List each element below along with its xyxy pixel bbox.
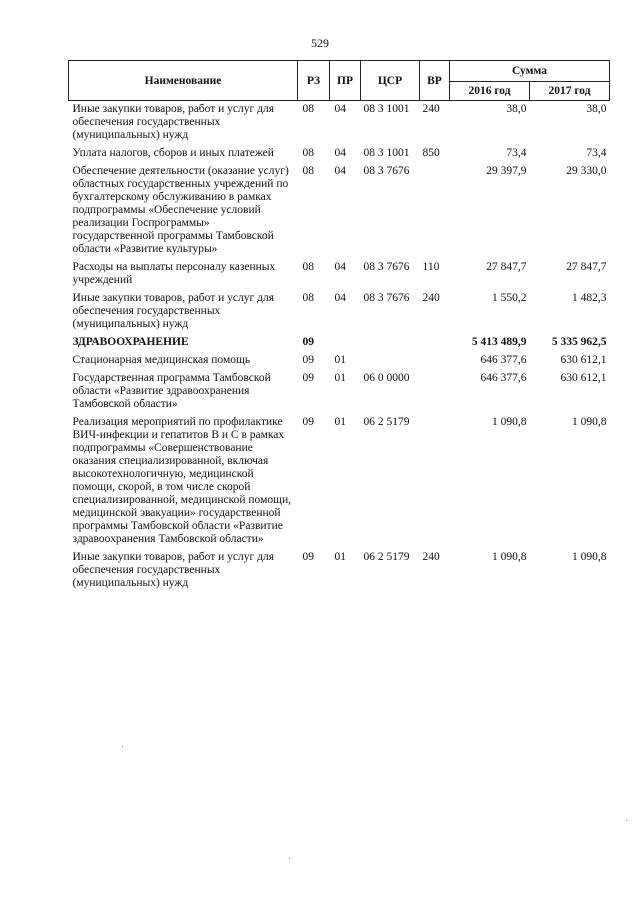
row-rz: 08: [302, 292, 314, 304]
row-name: Государственная программа Тамбовской области «Развитие здравоохранения Тамбовской области»: [72, 372, 271, 410]
row-vr: [420, 414, 450, 549]
row-rz: 08: [302, 261, 314, 273]
row-vr: [420, 163, 450, 259]
table-row: [69, 549, 610, 593]
row-sum-2017: 5 335 962,5: [551, 336, 607, 348]
page-number: 529: [311, 36, 329, 50]
header-pr: ПР: [330, 61, 361, 101]
row-sum-2017: 29 330,0: [566, 165, 607, 177]
table-row: [69, 370, 610, 414]
row-pr: 01: [334, 416, 346, 428]
row-sum-2016: 38,0: [506, 103, 527, 115]
row-csr: 06 2 5179: [363, 551, 410, 563]
row-sum-2016: 27 847,7: [486, 261, 527, 273]
row-rz: 08: [302, 103, 314, 115]
table-row: [69, 101, 610, 146]
row-sum-2016: 1 090,8: [492, 551, 527, 563]
row-csr: 08 3 7676: [363, 292, 410, 304]
row-sum-2016: 73,4: [506, 147, 527, 159]
row-name: ЗДРАВООХРАНЕНИЕ: [72, 336, 189, 348]
row-pr: 01: [334, 354, 346, 366]
budget-table: [68, 60, 610, 593]
row-rz: 09: [302, 354, 314, 366]
row-name: Обеспечение деятельности (оказание услуг) областных государственных учреждений по бухгалтерскому обслуживанию в рамках подпрограммы «Обеспечение условий реализации Госпрограммы» государственной программы Тамбовской области «Развитие культуры»: [72, 165, 289, 255]
row-csr: 08 3 7676: [363, 261, 410, 273]
header-sum: Сумма: [450, 61, 610, 82]
row-vr: [420, 352, 450, 370]
row-name: Иные закупки товаров, работ и услуг для обеспечения государственных (муниципальных) нужд: [72, 292, 274, 330]
row-rz: 08: [302, 165, 314, 177]
row-sum-2016: 646 377,6: [480, 372, 527, 384]
row-sum-2016: 1 090,8: [492, 416, 527, 428]
row-csr: [361, 334, 420, 352]
row-sum-2017: 38,0: [586, 103, 607, 115]
row-csr: 08 3 1001: [363, 147, 410, 159]
row-name: Иные закупки товаров, работ и услуг для обеспечения государственных (муниципальных) нужд: [72, 551, 274, 589]
row-pr: 01: [334, 372, 346, 384]
row-name: Уплата налогов, сборов и иных платежей: [72, 147, 274, 159]
table-row: [69, 352, 610, 370]
header-rz: РЗ: [298, 61, 330, 101]
row-pr: 04: [334, 165, 346, 177]
table-row: [69, 163, 610, 259]
table-row: [69, 414, 610, 549]
header-vr: ВР: [420, 61, 450, 101]
row-sum-2017: 27 847,7: [566, 261, 607, 273]
table-row: [69, 145, 610, 163]
row-pr: 04: [334, 147, 346, 159]
table-row: [69, 259, 610, 290]
header-name: Наименование: [69, 61, 298, 101]
row-name: Иные закупки товаров, работ и услуг для обеспечения государственных (муниципальных) нужд: [72, 103, 274, 141]
row-sum-2016: 1 550,2: [492, 292, 527, 304]
row-pr: 04: [334, 261, 346, 273]
row-csr: 08 3 1001: [363, 103, 410, 115]
row-rz: 08: [302, 147, 314, 159]
row-sum-2017: 630 612,1: [560, 354, 607, 366]
row-name: Стационарная медицинская помощь: [72, 354, 251, 366]
row-sum-2016: 29 397,9: [486, 165, 527, 177]
row-sum-2017: 1 482,3: [572, 292, 607, 304]
row-vr: 240: [422, 551, 440, 563]
row-rz: 09: [302, 372, 314, 384]
row-vr: 240: [422, 292, 440, 304]
row-sum-2017: 1 090,8: [572, 551, 607, 563]
row-vr: 850: [422, 147, 440, 159]
header-2016: 2016 год: [450, 82, 530, 101]
row-vr: 240: [422, 103, 440, 115]
header-2017: 2017 год: [530, 82, 610, 101]
section-row: [69, 334, 610, 352]
row-name: Расходы на выплаты персоналу казенных учреждений: [72, 261, 276, 286]
table-header: [69, 61, 610, 101]
row-vr: 110: [422, 261, 440, 273]
row-sum-2017: 1 090,8: [572, 416, 607, 428]
row-rz: 09: [302, 336, 314, 348]
scan-speck: [289, 858, 290, 859]
row-rz: 09: [302, 551, 314, 563]
row-csr: 08 3 7676: [363, 165, 410, 177]
row-csr: 06 0 0000: [363, 372, 410, 384]
row-vr: [420, 370, 450, 414]
row-name: Реализация мероприятий по профилактике ВИЧ-инфекции и гепатитов В и С в рамках подпрограммы «Совершенствование оказания специализированной, включая высокотехнологичную, медицинской помощи, скорой, в том числе скорой специализированной, медицинской помощи, медицинской эвакуации» государственной программы Тамбовской области «Развитие здравоохранения Тамбовской области»: [72, 416, 291, 545]
row-sum-2016: 5 413 489,9: [471, 336, 527, 348]
row-pr: 01: [334, 551, 346, 563]
row-vr: [420, 334, 450, 352]
row-pr: 04: [334, 292, 346, 304]
table-body: [69, 101, 610, 594]
row-rz: 09: [302, 416, 314, 428]
row-pr: [330, 334, 361, 352]
row-sum-2017: 73,4: [586, 147, 607, 159]
header-csr: ЦСР: [361, 61, 420, 101]
row-sum-2017: 630 612,1: [560, 372, 607, 384]
row-csr: [361, 352, 420, 370]
scan-speck: [626, 820, 627, 821]
row-sum-2016: 646 377,6: [480, 354, 527, 366]
scan-speck: [122, 746, 123, 747]
table-row: [69, 290, 610, 334]
row-pr: 04: [334, 103, 346, 115]
row-csr: 06 2 5179: [363, 416, 410, 428]
